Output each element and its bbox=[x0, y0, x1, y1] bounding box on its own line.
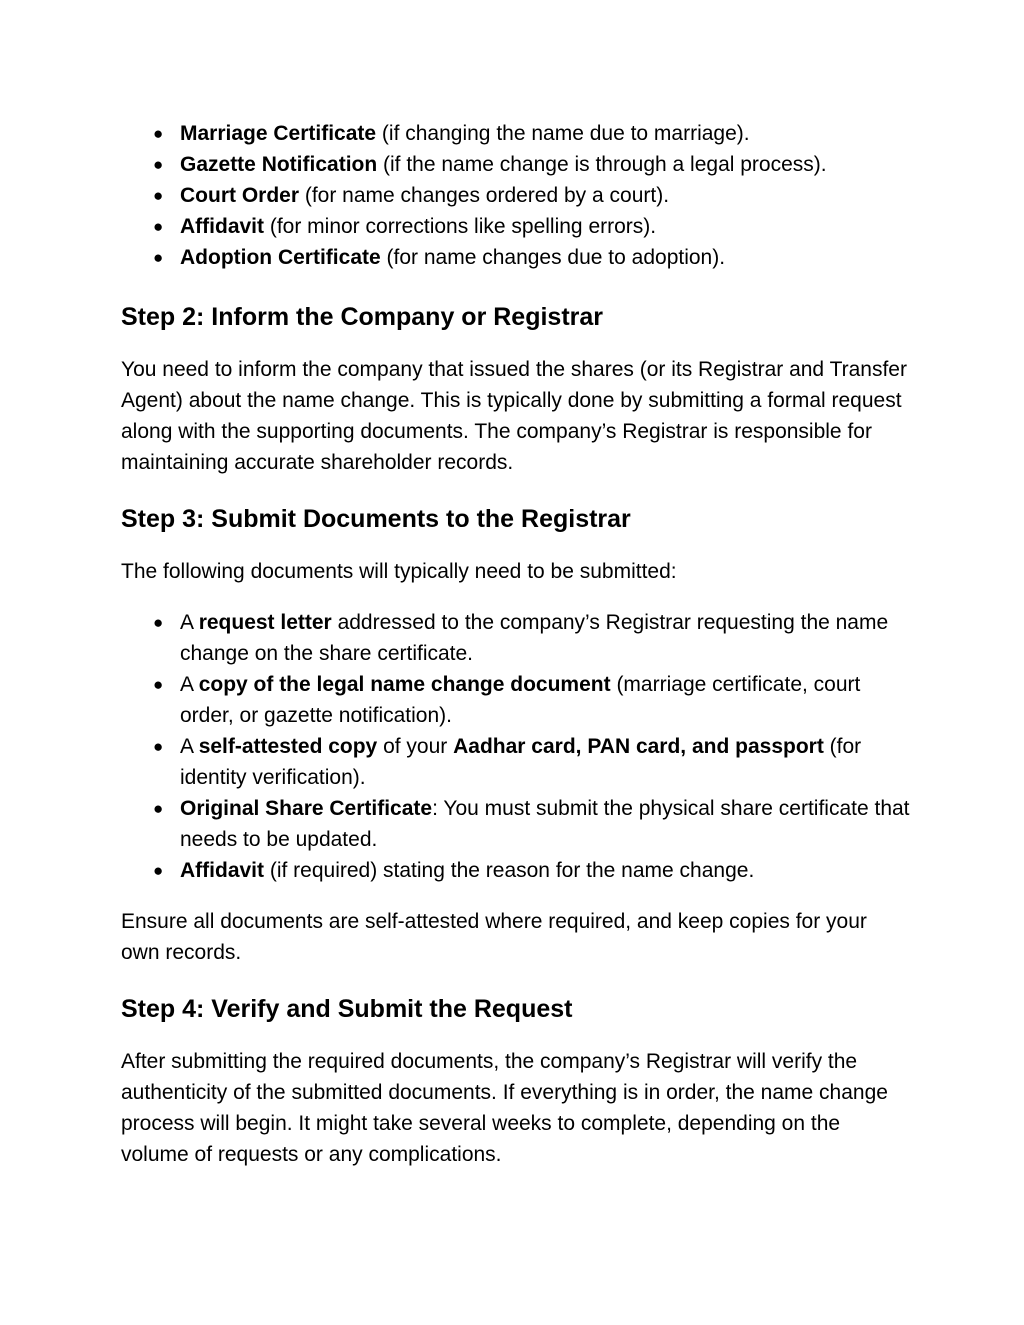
item-prefix: A bbox=[180, 735, 199, 758]
document-content bbox=[121, 118, 911, 1170]
step4-heading: Step 4: Verify and Submit the Request bbox=[121, 995, 573, 1023]
step3-outro: Ensure all documents are self-attested where required, and keep copies for your own records. bbox=[121, 910, 867, 964]
item-bold: Court Order bbox=[180, 184, 300, 207]
list-item bbox=[121, 855, 911, 886]
list-item bbox=[121, 793, 911, 855]
list-item bbox=[121, 149, 911, 180]
bullet-icon: ● bbox=[153, 613, 164, 632]
item-text: (if changing the name due to marriage). bbox=[376, 122, 750, 145]
item-bold-2: Aadhar card, PAN card, and passport bbox=[453, 735, 824, 758]
item-bold: Adoption Certificate bbox=[180, 246, 381, 269]
bullet-icon: ● bbox=[153, 186, 164, 205]
item-text: (for name changes due to adoption). bbox=[380, 246, 726, 269]
item-text: (for identity verification). bbox=[180, 735, 862, 789]
item-bold: Affidavit bbox=[180, 215, 264, 238]
list-item bbox=[121, 242, 911, 273]
bullet-icon: ● bbox=[153, 248, 164, 267]
item-bold: Original Share Certificate bbox=[180, 797, 433, 820]
bullet-icon: ● bbox=[153, 799, 164, 818]
list-item bbox=[121, 180, 911, 211]
item-bold: Affidavit bbox=[180, 859, 264, 882]
bullet-icon: ● bbox=[153, 861, 164, 880]
list-item bbox=[121, 731, 911, 793]
bullet-icon: ● bbox=[153, 217, 164, 236]
item-bold: self-attested copy bbox=[198, 735, 378, 758]
list-item bbox=[121, 607, 911, 669]
step2-body: You need to inform the company that issued the shares (or its Registrar and Transfer Agent) about the name change. This is typically done by submitting a formal request along with the supporting documents. The company’s Registrar is responsible for maintaining accurate shareholder records. bbox=[121, 358, 907, 474]
list-item bbox=[121, 211, 911, 242]
step3-heading: Step 3: Submit Documents to the Registrar bbox=[121, 505, 631, 533]
step3-intro: The following documents will typically need to be submitted: bbox=[121, 560, 677, 583]
item-prefix: A bbox=[180, 673, 199, 696]
item-text: (marriage certificate, court order, or gazette notification). bbox=[180, 673, 861, 727]
item-bold: request letter bbox=[198, 611, 332, 634]
list-item bbox=[121, 669, 911, 731]
bullet-icon: ● bbox=[153, 124, 164, 143]
step4-body: After submitting the required documents, the company’s Registrar will verify the authenticity of the submitted documents. If everything is in order, the name change process will begin. It might take several weeks to complete, depending on the volume of requests or any complications. bbox=[121, 1050, 888, 1166]
bullet-icon: ● bbox=[153, 675, 164, 694]
item-prefix: A bbox=[180, 611, 199, 634]
item-text: addressed to the company’s Registrar requesting the name change on the share certificate. bbox=[180, 611, 889, 665]
item-text: (if required) stating the reason for the name change. bbox=[264, 859, 755, 882]
required-documents-list bbox=[121, 607, 911, 886]
bullet-icon: ● bbox=[153, 155, 164, 174]
item-bold: Gazette Notification bbox=[180, 153, 378, 176]
document-type-list bbox=[121, 118, 911, 273]
item-text: : You must submit the physical share certificate that needs to be updated. bbox=[180, 797, 910, 851]
item-mid: of your bbox=[377, 735, 454, 758]
item-text: (for minor corrections like spelling errors). bbox=[264, 215, 657, 238]
step2-heading: Step 2: Inform the Company or Registrar bbox=[121, 303, 604, 331]
bullet-icon: ● bbox=[153, 737, 164, 756]
item-text: (if the name change is through a legal process). bbox=[377, 153, 827, 176]
item-bold: copy of the legal name change document bbox=[198, 673, 611, 696]
list-item bbox=[121, 118, 911, 149]
item-bold: Marriage Certificate bbox=[180, 122, 377, 145]
item-text: (for name changes ordered by a court). bbox=[299, 184, 670, 207]
